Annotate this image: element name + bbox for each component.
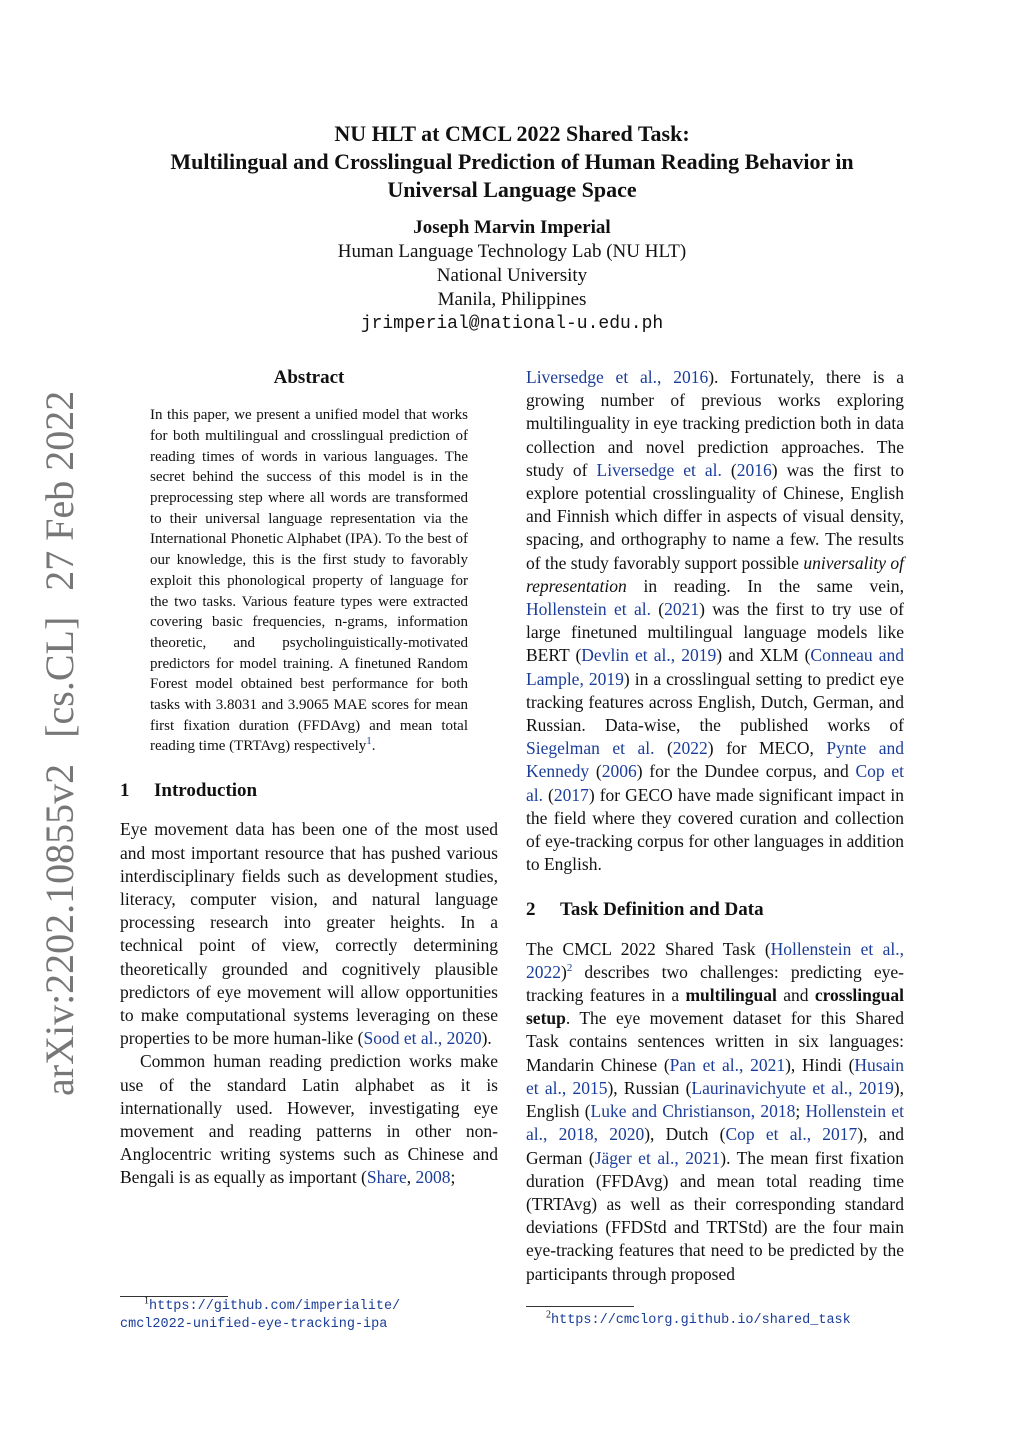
arxiv-id: arXiv:2202.10855v2 <box>37 763 82 1096</box>
abstract-text: In this paper, we present a unified model that works for both multilingual and crosslingual prediction of reading times of words in various languages. The secret behind the success of this model is in the preprocessing step where all words are transformed to their universal language representation via the International Phonetic Alphabet (IPA). To the best of our knowledge, this is the first study to favorably exploit this phonological property of language for the two tasks. Various feature types were extracted covering basic frequencies, n-grams, information theoretic, and psycholinguistically-motivated predictors for model training. A finetuned Random Forest model obtained best performance for both tasks with 3.8031 and 3.9065 MAE scores for mean first fixation duration (FFDAvg) and mean total reading time (TRTAvg) respectively <box>150 407 468 755</box>
footnote-1-number: 1 <box>144 1295 149 1307</box>
footnote-1-url-line-1[interactable]: https://github.com/imperialite/ <box>149 1299 401 1314</box>
citation-link[interactable]: Liversedge et al. <box>596 459 722 480</box>
citation-link[interactable]: Pan et al., 2021 <box>669 1054 786 1075</box>
citation-year-link[interactable]: 2016 <box>736 459 772 480</box>
citation-link[interactable]: Devlin et al., 2019 <box>581 645 717 666</box>
section-2-paragraph: The CMCL 2022 Shared Task (Hollenstein et al., 2022)$^2$ describes two challenges: predicting eye-tracking features in a multilingual and crosslingual setup. The eye movement dataset for this Shared Task contains sentences written in six languages: Mandarin Chinese (Pan et al., 2021), Hindi (Husain et al., 2015), Russian (Laurinavichyute et al., 2019), English (Luke and Christianson, 2018; Hollenstein et al., 2018, 2020), Dutch (Cop et al., 2017), and German (Jäger et al., 2021). The mean first fixation duration (FFDAvg) and mean total reading time (TRTAvg) as well as their corresponding standard deviations (FFDStd and TRTStd) are the four main eye-tracking features that need to be predicted by the participants through proposed <box>526 938 905 1284</box>
right-column <box>526 366 904 1286</box>
citation-link[interactable]: Share <box>366 1167 407 1188</box>
author-name: Joseph Marvin Imperial <box>413 217 611 238</box>
arxiv-category: [cs.CL] <box>37 616 82 738</box>
paper-title <box>100 120 924 204</box>
right-paragraph-1: Liversedge et al., 2016). Fortunately, there is a growing number of previous works exploring multilinguality in eye tracking prediction both in data collection and novel prediction approaches. The study of Liversedge et al. (2016) was the first to explore potential crosslinguality of Chinese, English and Finnish which differ in aspects of visual density, spacing, and orthography to name a few. The results of the study favorably support possible universality of representation in reading. In the same vein, Hollenstein et al. (2021) was the first to try use of large finetuned multilingual language models like BERT (Devlin et al., 2019) and XLM (Conneau and Lample, 2019) in a crosslingual setting to predict eye tracking features across English, Dutch, German, and Russian. Data-wise, the published works of Siegelman et al. (2022) for MECO, Pynte and Kennedy (2006) for the Dundee corpus, and Cop et al. (2017) for GECO have made significant impact in the field where they covered curation and collection of eye-tracking corpus for other languages in addition to English. <box>526 367 905 875</box>
author-affiliation-lab: Human Language Technology Lab (NU HLT) <box>337 241 687 262</box>
arxiv-date: 27 Feb 2022 <box>37 390 82 591</box>
intro-paragraph-2: Common human reading prediction works make use of the standard Latin alphabet as it is internationally used. However, investigating eye movement and reading patterns in other non-Anglocentric writing systems such as Chinese and Bengali is as equally as important (Share, 2008; <box>120 1051 498 1188</box>
author-block <box>100 216 924 336</box>
citation-link[interactable]: Hollenstein et al., 2022 <box>526 938 904 982</box>
footnote-2-marker[interactable]: 2 <box>566 962 573 975</box>
citation-year-link[interactable]: 2008 <box>415 1167 451 1188</box>
citation-link[interactable]: Jäger et al., 2021 <box>594 1147 721 1168</box>
arxiv-sidebar-stamp <box>35 390 85 1104</box>
citation-link[interactable]: Pynte and Kennedy <box>526 738 904 782</box>
citation-link[interactable]: Husain et al., 2015 <box>526 1054 904 1098</box>
citation-link[interactable]: Hollenstein et al., 2018, 2020 <box>526 1101 905 1145</box>
intro-paragraph-1: Eye movement data has been one of the most used and most important resource that has pushed various interdisciplinary fields such as development studies, literacy, computer vision, and natural language processing research into greater heights. In a technical point of view, correctly determining theoretically grounded and cognitively plausible predictors of eye movement will allow opportunities to make computational systems leveraging on these properties to be more human-like (Sood et al., 2020). <box>120 819 498 1049</box>
section-1-number: 1 <box>120 780 130 802</box>
section-2-heading <box>526 898 904 921</box>
bold-term: crosslingual setup <box>526 985 904 1029</box>
section-2-number: 2 <box>526 899 536 921</box>
citation-year-link[interactable]: 2021 <box>664 599 700 620</box>
citation-link[interactable]: Siegelman et al. <box>526 738 655 759</box>
citation-link[interactable]: Laurinavichyute et al., 2019 <box>691 1077 894 1098</box>
section-2-title: Task Definition and Data <box>560 899 764 921</box>
citation-link[interactable]: Cop et al. <box>526 761 904 805</box>
citation-year-link[interactable]: 2022 <box>672 738 708 759</box>
section-1-heading <box>120 779 498 802</box>
author-email[interactable]: jrimperial@national-u.edu.ph <box>360 314 664 334</box>
title-line-3: Universal Language Space <box>387 177 637 202</box>
footnote-2-number: 2 <box>546 1309 551 1321</box>
citation-year-link[interactable]: 2006 <box>601 761 637 782</box>
citation-link[interactable]: Liversedge et al., 2016 <box>526 367 709 387</box>
footnote-1-url-line-2[interactable]: cmcl2022-unified-eye-tracking-ipa <box>120 1317 388 1332</box>
author-affiliation-university: National University <box>436 265 588 286</box>
title-line-2: Multilingual and Crosslingual Prediction of Human Reading Behavior in <box>170 149 854 174</box>
citation-link[interactable]: Sood et al., 2020 <box>363 1028 482 1049</box>
footnote-1-marker[interactable]: 1 <box>366 735 372 748</box>
footnote-2-url[interactable]: https://cmclorg.github.io/shared_task <box>551 1313 851 1328</box>
title-line-1: NU HLT at CMCL 2022 Shared Task: <box>334 121 690 146</box>
citation-link[interactable]: Cop et al., 2017 <box>725 1124 858 1145</box>
abstract-heading: Abstract <box>273 367 345 388</box>
section-1-title: Introduction <box>154 780 258 802</box>
bold-term: multilingual <box>685 985 777 1006</box>
footnote-rule-right <box>526 1306 634 1307</box>
citation-year-link[interactable]: 2017 <box>553 784 589 805</box>
citation-link[interactable]: Luke and Christianson, 2018 <box>590 1101 796 1122</box>
author-affiliation-location: Manila, Philippines <box>437 289 587 310</box>
citation-link[interactable]: Conneau and Lample, 2019 <box>526 645 904 689</box>
footnote-2 <box>526 1309 916 1330</box>
footnote-1 <box>120 1295 500 1334</box>
emphasis-text: universality of representation <box>526 552 905 596</box>
footnote-rule-left <box>120 1296 228 1297</box>
abstract-body: In this paper, we present a unified model that works for both multilingual and crosslingual prediction of reading times of words in various languages. The secret behind the success of this model is in the preprocessing step where all words are transformed to their universal language representation via the International Phonetic Alphabet (IPA). To the best of our knowledge, this is the first study to favorably exploit this phonological property of language for the two tasks. Various feature types were extracted covering basic frequencies, n-grams, information theoretic, and psycholinguistically-motivated predictors for model training. A finetuned Random Forest model obtained best performance for both tasks with 3.8031 and 3.9065 MAE scores for mean first fixation duration (FFDAvg) and mean total reading time (TRTAvg) respectively$^1$. <box>150 407 468 755</box>
left-column <box>120 366 498 1190</box>
citation-link[interactable]: Hollenstein et al. <box>526 599 651 620</box>
